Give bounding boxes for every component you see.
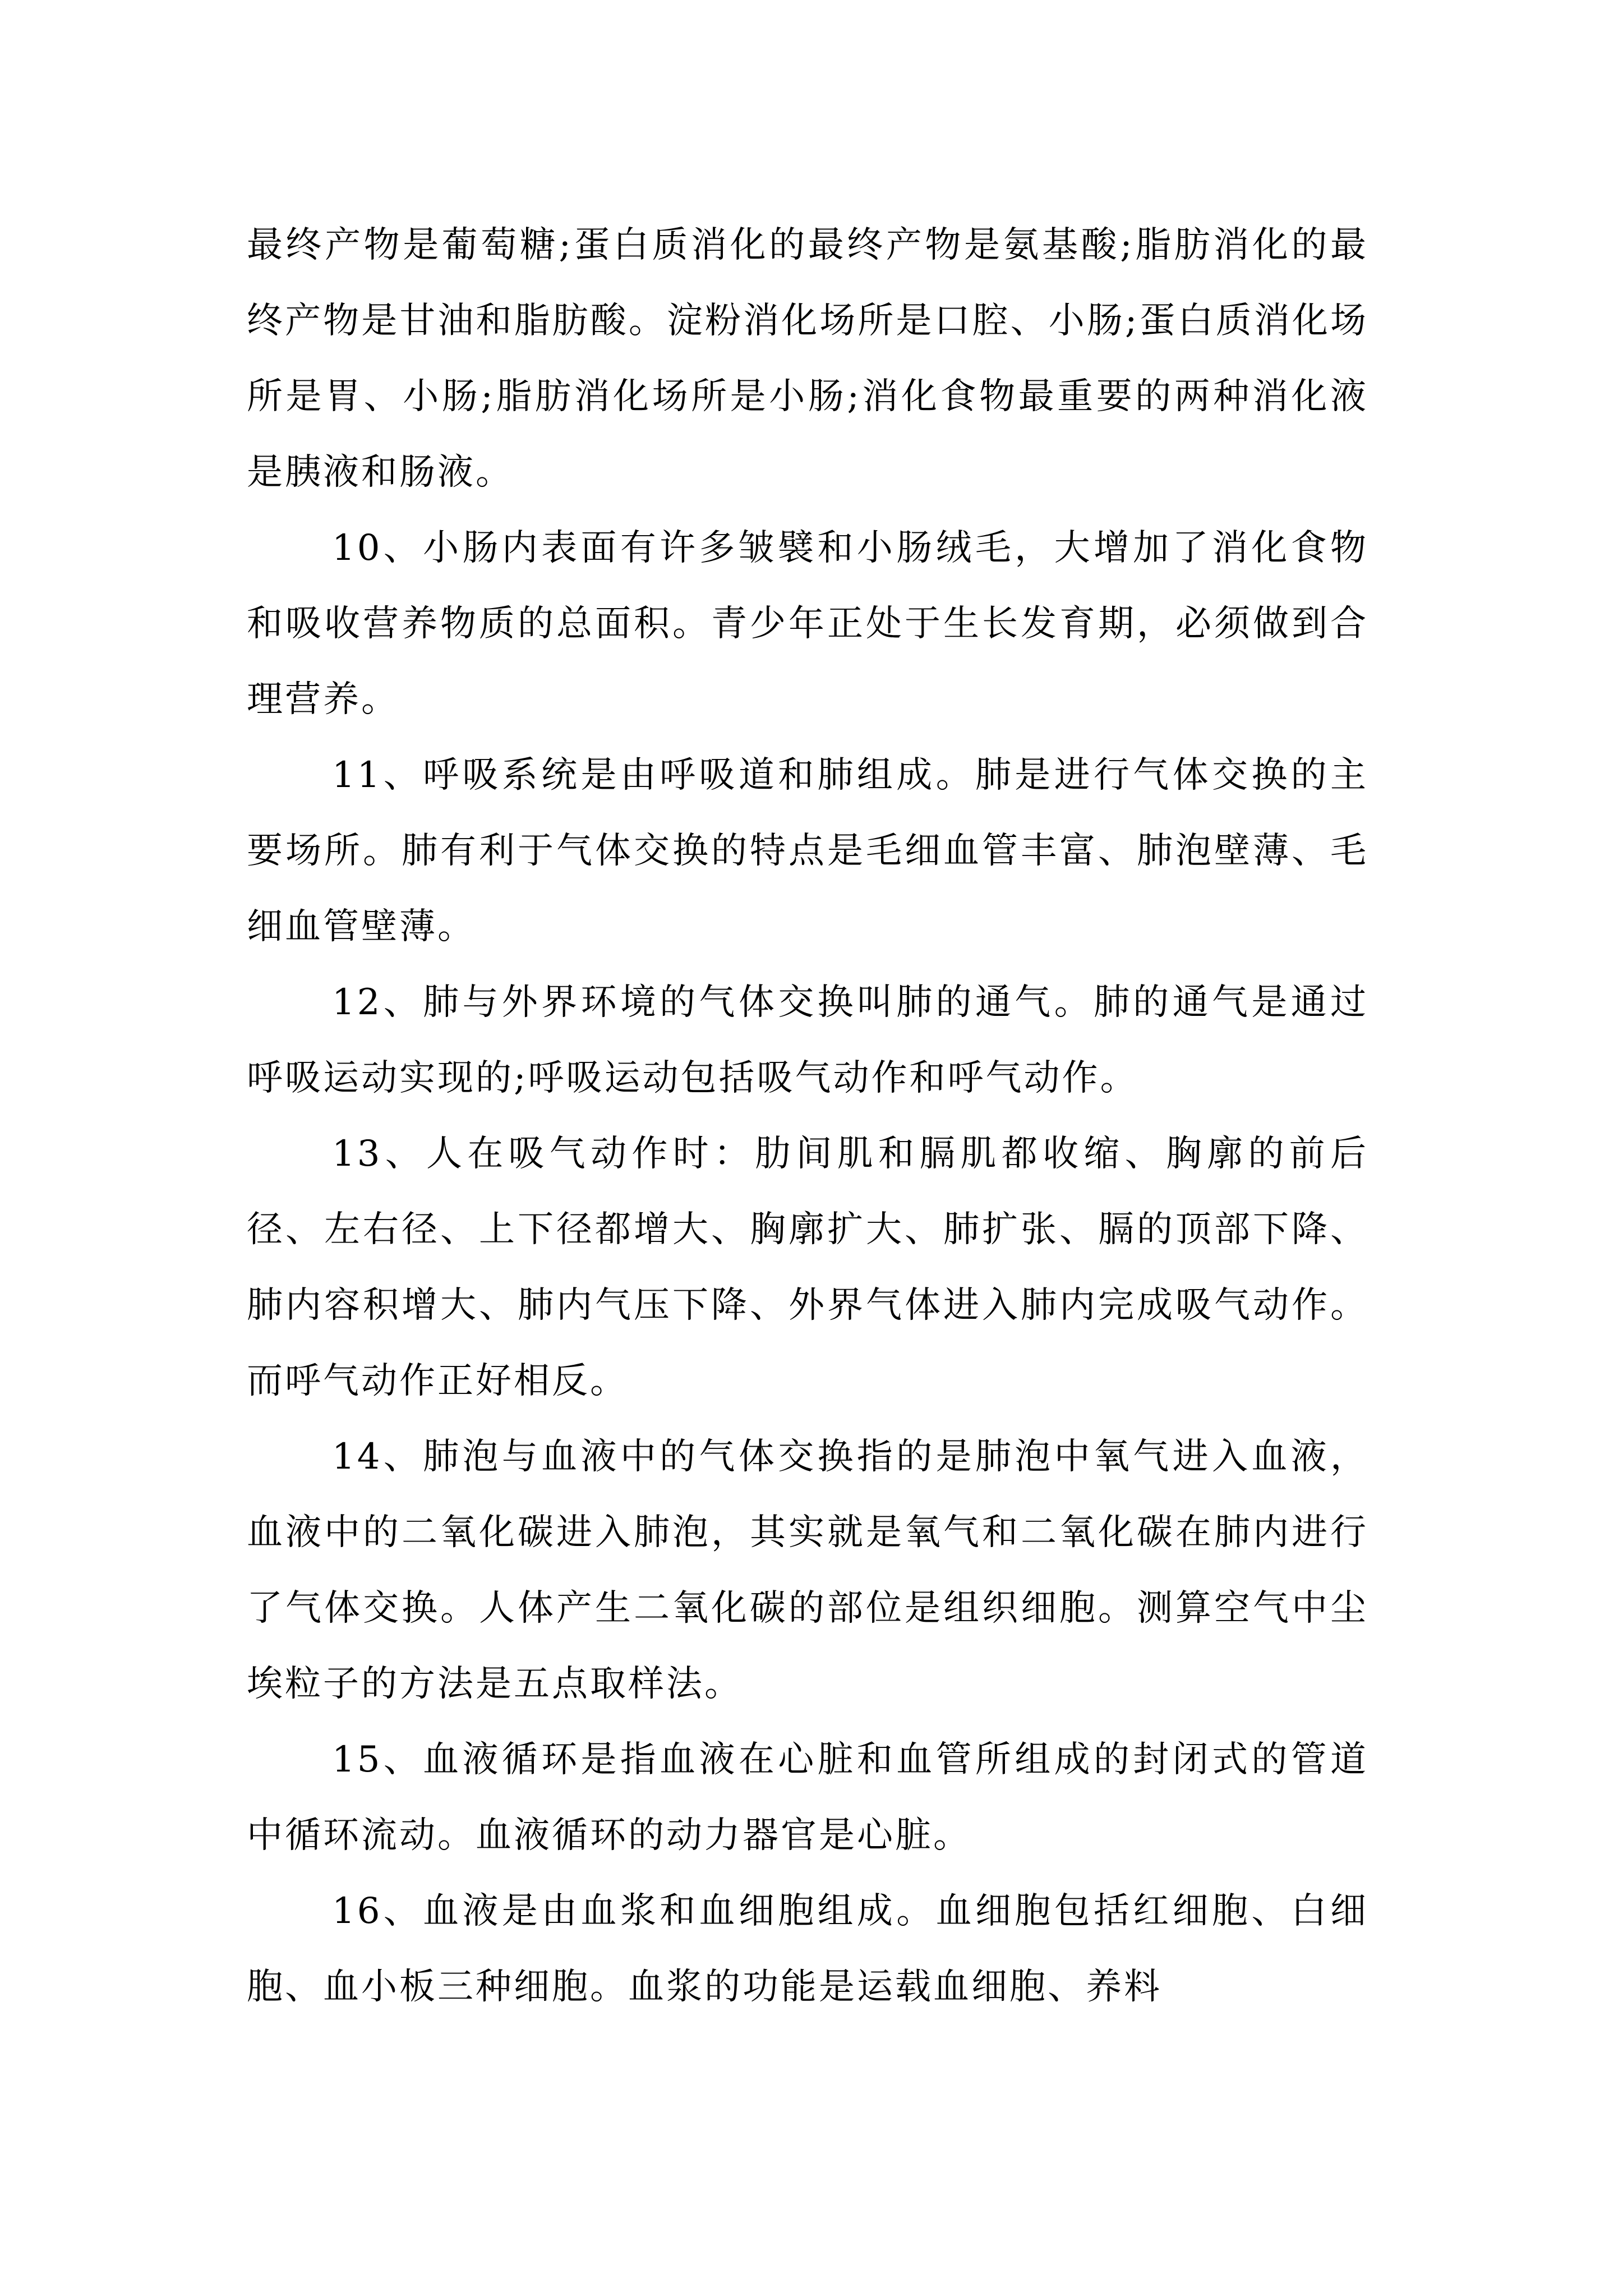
paragraph-item-15: 15、血液循环是指血液在心脏和血管所组成的封闭式的管道中循环流动。血液循环的动力器官是心脏。 bbox=[247, 1739, 1368, 1856]
paragraph-item-11: 11、呼吸系统是由呼吸道和肺组成。肺是进行气体交换的主要场所。肺有利于气体交换的特点是毛细血管丰富、肺泡壁薄、毛细血管壁薄。 bbox=[247, 754, 1368, 947]
paragraph-item-14: 14、肺泡与血液中的气体交换指的是肺泡中氧气进入血液，血液中的二氧化碳进入肺泡，其实就是氧气和二氧化碳在肺内进行了气体交换。人体产生二氧化碳的部位是组织细胞。测算空气中尘埃粒子的方法是五点取样法。 bbox=[247, 1436, 1368, 1705]
paragraph-item-12: 12、肺与外界环境的气体交换叫肺的通气。肺的通气是通过呼吸运动实现的;呼吸运动包括吸气动作和呼气动作。 bbox=[247, 982, 1368, 1099]
paragraph-item-13: 13、人在吸气动作时：肋间肌和膈肌都收缩、胸廓的前后径、左右径、上下径都增大、胸廓扩大、肺扩张、膈的顶部下降、肺内容积增大、肺内气压下降、外界气体进入肺内完成吸气动作。而呼气动作正好相反。 bbox=[247, 1133, 1368, 1402]
paragraph-item-16: 16、血液是由血浆和血细胞组成。血细胞包括红细胞、白细胞、血小板三种细胞。血浆的功能是运载血细胞、养料 bbox=[247, 1890, 1368, 2008]
paragraph-item-10: 10、小肠内表面有许多皱襞和小肠绒毛，大增加了消化食物和吸收营养物质的总面积。青少年正处于生长发育期，必须做到合理营养。 bbox=[247, 527, 1368, 720]
document-body bbox=[247, 208, 1368, 2025]
paragraph-continuation: 最终产物是葡萄糖;蛋白质消化的最终产物是氨基酸;脂肪消化的最终产物是甘油和脂肪酸。淀粉消化场所是口腔、小肠;蛋白质消化场所是胃、小肠;脂肪消化场所是小肠;消化食物最重要的两种消化液是胰液和肠液。 bbox=[247, 224, 1368, 493]
